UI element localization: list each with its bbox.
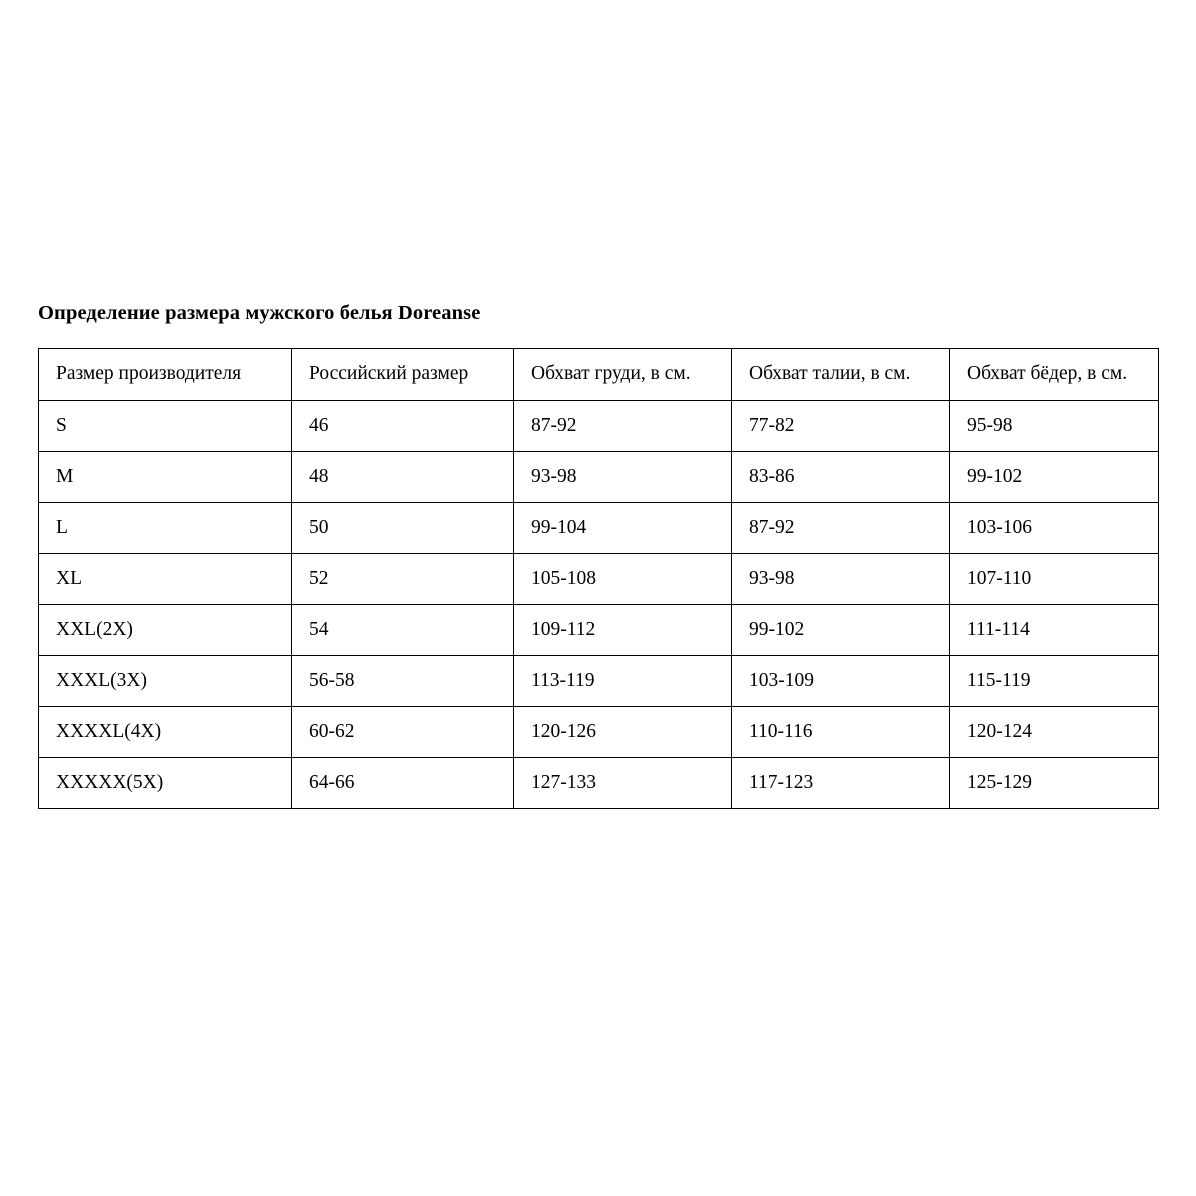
table-row	[39, 503, 1159, 554]
cell-chest: 105-108	[514, 554, 732, 605]
column-header-russian-size: Российский размер	[292, 349, 514, 401]
cell-hips: 111-114	[950, 605, 1159, 656]
cell-chest: 127-133	[514, 758, 732, 809]
cell-russian-size: 64-66	[292, 758, 514, 809]
page-title: Определение размера мужского белья Doreanse	[38, 302, 481, 324]
size-chart-table	[38, 348, 1159, 809]
cell-russian-size: 54	[292, 605, 514, 656]
cell-manufacturer-size: S	[39, 401, 292, 452]
cell-chest: 109-112	[514, 605, 732, 656]
cell-hips: 95-98	[950, 401, 1159, 452]
cell-hips: 107-110	[950, 554, 1159, 605]
cell-chest: 99-104	[514, 503, 732, 554]
table-row	[39, 707, 1159, 758]
cell-russian-size: 46	[292, 401, 514, 452]
cell-russian-size: 48	[292, 452, 514, 503]
cell-russian-size: 50	[292, 503, 514, 554]
cell-manufacturer-size: XXXL(3X)	[39, 656, 292, 707]
cell-manufacturer-size: L	[39, 503, 292, 554]
cell-manufacturer-size: XXL(2X)	[39, 605, 292, 656]
column-header-manufacturer-size: Размер производителя	[39, 349, 292, 401]
cell-chest: 120-126	[514, 707, 732, 758]
cell-russian-size: 52	[292, 554, 514, 605]
cell-russian-size: 56-58	[292, 656, 514, 707]
table-row	[39, 554, 1159, 605]
cell-waist: 99-102	[732, 605, 950, 656]
cell-manufacturer-size: XXXXX(5X)	[39, 758, 292, 809]
cell-hips: 103-106	[950, 503, 1159, 554]
column-header-chest: Обхват груди, в см.	[514, 349, 732, 401]
cell-hips: 115-119	[950, 656, 1159, 707]
cell-manufacturer-size: XXXXL(4X)	[39, 707, 292, 758]
cell-russian-size: 60-62	[292, 707, 514, 758]
cell-hips: 120-124	[950, 707, 1159, 758]
column-header-waist: Обхват талии, в см.	[732, 349, 950, 401]
column-header-hips: Обхват бёдер, в см.	[950, 349, 1159, 401]
cell-waist: 117-123	[732, 758, 950, 809]
cell-chest: 93-98	[514, 452, 732, 503]
cell-waist: 110-116	[732, 707, 950, 758]
cell-waist: 103-109	[732, 656, 950, 707]
cell-waist: 93-98	[732, 554, 950, 605]
table-row	[39, 656, 1159, 707]
cell-hips: 99-102	[950, 452, 1159, 503]
cell-hips: 125-129	[950, 758, 1159, 809]
cell-waist: 77-82	[732, 401, 950, 452]
cell-waist: 83-86	[732, 452, 950, 503]
cell-waist: 87-92	[732, 503, 950, 554]
cell-chest: 113-119	[514, 656, 732, 707]
cell-chest: 87-92	[514, 401, 732, 452]
table-row	[39, 452, 1159, 503]
table-row	[39, 758, 1159, 809]
table-header-row	[39, 349, 1159, 401]
table-row	[39, 605, 1159, 656]
cell-manufacturer-size: XL	[39, 554, 292, 605]
cell-manufacturer-size: M	[39, 452, 292, 503]
table-row	[39, 401, 1159, 452]
